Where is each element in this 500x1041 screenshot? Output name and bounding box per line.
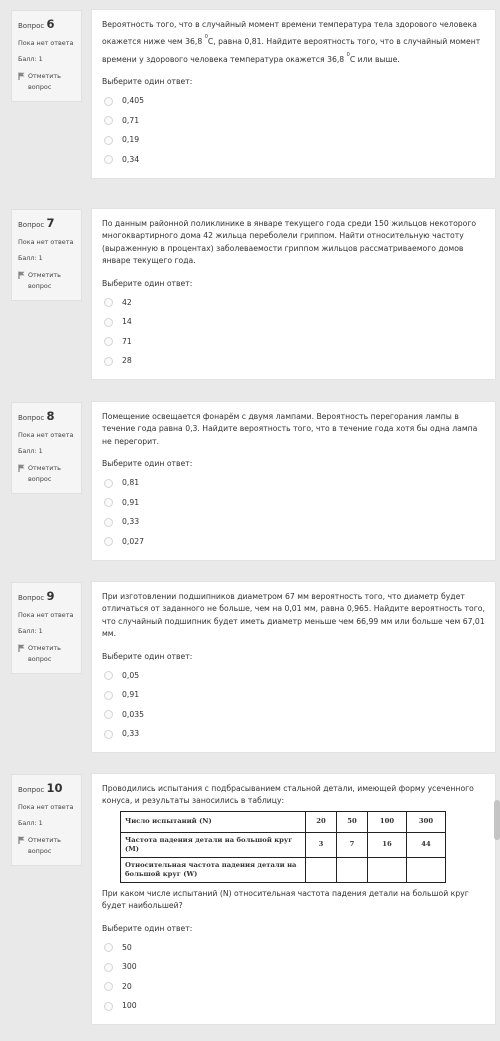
answer-prompt: Выберите один ответ:: [102, 459, 193, 469]
radio-button[interactable]: [104, 1002, 113, 1011]
radio-button[interactable]: [104, 136, 113, 145]
answer-option[interactable]: 0,405: [102, 92, 487, 112]
flag-question-link[interactable]: Отметить вопрос: [18, 643, 76, 665]
answer-option[interactable]: 42: [102, 293, 487, 313]
flag-icon: [18, 271, 25, 279]
table-cell: Число испытаний (N): [121, 811, 306, 832]
answer-status: Пока нет ответа: [18, 431, 74, 439]
question-text: Проводились испытания с подбрасыванием стальной детали, имеющей форму усеченного конуса, и результаты заносились в таблицу:: [102, 784, 474, 806]
answer-status: Пока нет ответа: [18, 803, 74, 811]
table-cell: Частота падения детали на большой круг (M): [121, 832, 306, 857]
radio-button[interactable]: [104, 318, 113, 327]
answer-option[interactable]: 0,91: [102, 493, 487, 513]
flag-question-link[interactable]: Отметить вопрос: [18, 270, 76, 292]
answer-option[interactable]: 28: [102, 352, 487, 372]
flag-question-link[interactable]: Отметить вопрос: [18, 71, 76, 93]
question-number: Вопрос 6: [18, 17, 55, 31]
table-cell: [368, 857, 407, 882]
answer-option[interactable]: 71: [102, 332, 487, 352]
question-content: [91, 208, 496, 380]
question-info-panel: [11, 209, 82, 301]
trials-table: [120, 811, 446, 883]
table-cell: [306, 857, 337, 882]
answer-option[interactable]: 0,91: [102, 686, 487, 706]
question-score: Балл: 1: [18, 447, 43, 455]
answer-option[interactable]: 20: [102, 977, 487, 997]
scrollbar-thumb[interactable]: [494, 800, 500, 840]
flag-question-link[interactable]: Отметить вопрос: [18, 463, 76, 485]
radio-button[interactable]: [104, 982, 113, 991]
answer-option[interactable]: 300: [102, 958, 487, 978]
question-number: Вопрос 8: [18, 409, 55, 423]
radio-button[interactable]: [104, 730, 113, 739]
answer-prompt: Выберите один ответ:: [102, 923, 193, 933]
answer-prompt: Выберите один ответ:: [102, 278, 193, 288]
radio-button[interactable]: [104, 963, 113, 972]
question-info-panel: [11, 10, 82, 102]
table-cell: 100: [368, 811, 407, 832]
answer-status: Пока нет ответа: [18, 39, 74, 47]
question-score: Балл: 1: [18, 819, 43, 827]
radio-button[interactable]: [104, 691, 113, 700]
flag-icon: [18, 72, 25, 80]
answer-prompt: Выберите один ответ:: [102, 651, 193, 661]
flag-icon: [18, 464, 25, 472]
table-cell: 44: [407, 832, 446, 857]
answer-option[interactable]: 14: [102, 313, 487, 333]
question-text-after-table: При каком числе испытаний (N) относительная частота падения детали на большой круг будет наибольшей?: [102, 888, 469, 911]
answer-option[interactable]: 0,33: [102, 725, 487, 745]
table-cell: 300: [407, 811, 446, 832]
table-cell: [337, 857, 368, 882]
radio-button[interactable]: [104, 97, 113, 106]
question-text: Помещение освещается фонарём с двумя лампами. Вероятность перегорания лампы в течение года равна 0,3. Найдите вероятность того, что в течение года хотя бы одна лампа не перегорит.: [102, 412, 478, 446]
answer-option[interactable]: 0,34: [102, 150, 487, 170]
question-number: Вопрос 9: [18, 589, 55, 603]
table-cell: Относительная частота падения детали на большой круг (W): [121, 857, 306, 882]
question-text: При изготовлении подшипников диаметром 67 мм вероятность того, что диаметр будет отличаться от заданного не больше, чем на 0,01 мм, равна 0,965. Найдите вероятность того, что случайный подшипник будет иметь диаметр меньше чем 66,99 мм или больше чем 67,01 мм.: [102, 592, 485, 639]
radio-button[interactable]: [104, 943, 113, 952]
table-row: [121, 811, 446, 832]
radio-button[interactable]: [104, 337, 113, 346]
flag-icon: [18, 644, 25, 652]
question-text: Вероятность того, что в случайный момент времени температура тела здорового человека окажется ниже чем 36,8 $^0$C, равна 0,81. Найдите вероятность того, что в случайный момент времени у здорового человека температура окажется 36,8 $^0$C или выше.: [102, 20, 481, 64]
radio-button[interactable]: [104, 298, 113, 307]
radio-button[interactable]: [104, 671, 113, 680]
answer-option[interactable]: 0,19: [102, 131, 487, 151]
radio-button[interactable]: [104, 479, 113, 488]
radio-button[interactable]: [104, 537, 113, 546]
answer-option[interactable]: 100: [102, 997, 487, 1017]
radio-button[interactable]: [104, 518, 113, 527]
question-content: [91, 401, 496, 561]
table-cell: 50: [337, 811, 368, 832]
flag-icon: [18, 836, 25, 844]
table-cell: 7: [337, 832, 368, 857]
question-score: Балл: 1: [18, 254, 43, 262]
table-cell: 3: [306, 832, 337, 857]
answer-option[interactable]: 0,71: [102, 111, 487, 131]
question-content: [91, 581, 496, 753]
table-row: [121, 857, 446, 882]
answer-option[interactable]: 0,81: [102, 474, 487, 494]
table-row: [121, 832, 446, 857]
radio-button[interactable]: [104, 498, 113, 507]
answer-prompt: Выберите один ответ:: [102, 77, 193, 87]
question-content: [91, 773, 496, 1025]
answer-status: Пока нет ответа: [18, 611, 74, 619]
flag-question-link[interactable]: Отметить вопрос: [18, 835, 76, 857]
question-info-panel: [11, 402, 82, 494]
question-number: Вопрос 7: [18, 216, 55, 230]
question-score: Балл: 1: [18, 55, 43, 63]
question-info-panel: [11, 582, 82, 674]
answer-option[interactable]: 0,33: [102, 513, 487, 533]
table-cell: 16: [368, 832, 407, 857]
question-info-panel: [11, 774, 82, 866]
table-cell: [407, 857, 446, 882]
answer-status: Пока нет ответа: [18, 238, 74, 246]
radio-button[interactable]: [104, 155, 113, 164]
answer-option[interactable]: 50: [102, 938, 487, 958]
question-score: Балл: 1: [18, 627, 43, 635]
question-number: Вопрос 10: [18, 781, 63, 795]
radio-button[interactable]: [104, 116, 113, 125]
answer-option[interactable]: 0,035: [102, 705, 487, 725]
radio-button[interactable]: [104, 710, 113, 719]
answer-option[interactable]: 0,05: [102, 666, 487, 686]
question-text: По данным районной поликлинике в январе текущего года среди 150 жильцов некоторого многоквартирного дома 42 жильца переболели гриппом. Найти относительную частоту (выраженную в процентах) заболеваемости гриппом жильцов рассматриваемого домов январе текущего года.: [102, 219, 477, 266]
answer-option[interactable]: 0,027: [102, 532, 487, 552]
radio-button[interactable]: [104, 357, 113, 366]
table-cell: 20: [306, 811, 337, 832]
question-content: [91, 9, 496, 179]
